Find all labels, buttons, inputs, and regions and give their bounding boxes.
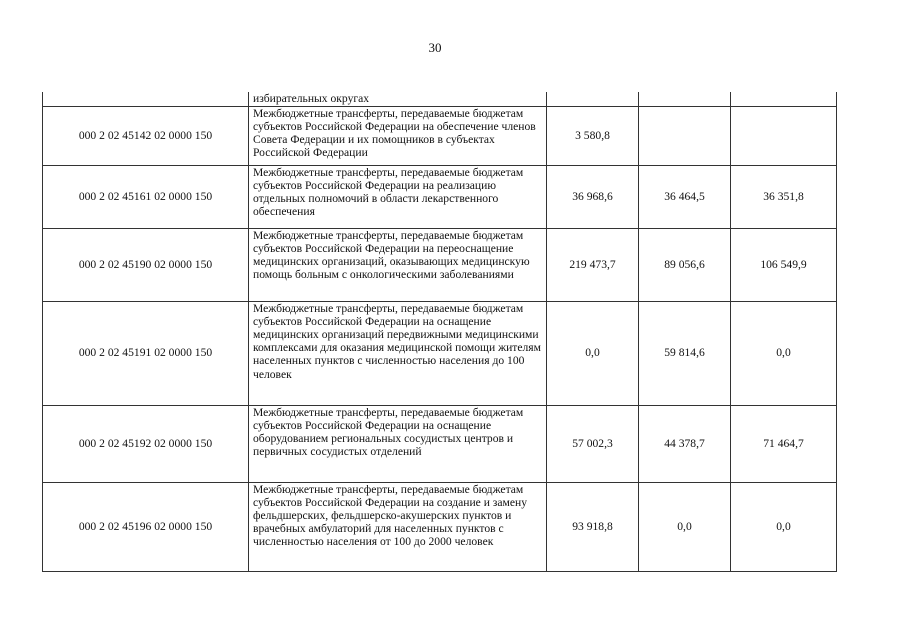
- value-cell: [731, 92, 837, 106]
- code-cell: 000 2 02 45161 02 0000 150: [43, 165, 249, 228]
- value-cell: 93 918,8: [547, 482, 639, 571]
- code-cell: 000 2 02 45190 02 0000 150: [43, 228, 249, 301]
- description-cell: Межбюджетные трансферты, передаваемые бюджетам субъектов Российской Федерации на реализацию отдельных полномочий в области лекарственного обеспечения: [249, 165, 547, 228]
- table-row: [43, 165, 837, 228]
- table-row: [43, 482, 837, 571]
- value-cell: 3 580,8: [547, 106, 639, 165]
- value-cell: 106 549,9: [731, 228, 837, 301]
- description-cell: Межбюджетные трансферты, передаваемые бюджетам субъектов Российской Федерации на оснащение оборудованием региональных сосудистых центров и первичных сосудистых отделений: [249, 405, 547, 482]
- value-cell: 0,0: [639, 482, 731, 571]
- description-cell: Межбюджетные трансферты, передаваемые бюджетам субъектов Российской Федерации на оснащение медицинских организаций передвижными медицинскими комплексами для оказания медицинской помощи жителям населенных пунктов с численностью населения до 100 человек: [249, 301, 547, 405]
- budget-table: [42, 92, 837, 572]
- table-row: [43, 228, 837, 301]
- table-row: [43, 405, 837, 482]
- value-cell: 44 378,7: [639, 405, 731, 482]
- description-cell: Межбюджетные трансферты, передаваемые бюджетам субъектов Российской Федерации на переоснащение медицинских организаций, оказывающих медицинскую помощь больным с онкологическими заболеваниями: [249, 228, 547, 301]
- code-cell: 000 2 02 45142 02 0000 150: [43, 106, 249, 165]
- value-cell: 71 464,7: [731, 405, 837, 482]
- value-cell: 0,0: [731, 482, 837, 571]
- value-cell: [547, 92, 639, 106]
- value-cell: [731, 106, 837, 165]
- code-cell: 000 2 02 45196 02 0000 150: [43, 482, 249, 571]
- table-row: [43, 301, 837, 405]
- value-cell: 59 814,6: [639, 301, 731, 405]
- description-cell: Межбюджетные трансферты, передаваемые бюджетам субъектов Российской Федерации на обеспечение членов Совета Федерации и их помощников в субъектах Российской Федерации: [249, 106, 547, 165]
- description-cell: избирательных округах: [249, 92, 547, 106]
- code-cell: 000 2 02 45191 02 0000 150: [43, 301, 249, 405]
- code-cell: [43, 92, 249, 106]
- value-cell: 0,0: [547, 301, 639, 405]
- value-cell: [639, 92, 731, 106]
- value-cell: 36 351,8: [731, 165, 837, 228]
- value-cell: 89 056,6: [639, 228, 731, 301]
- table-row: [43, 92, 837, 106]
- description-cell: Межбюджетные трансферты, передаваемые бюджетам субъектов Российской Федерации на создание и замену фельдшерских, фельдшерско-акушерских пунктов и врачебных амбулаторий для населенных пунктов с численностью населения от 100 до 2000 человек: [249, 482, 547, 571]
- page-number: 30: [428, 40, 442, 55]
- value-cell: 36 968,6: [547, 165, 639, 228]
- value-cell: 36 464,5: [639, 165, 731, 228]
- table-row: [43, 106, 837, 165]
- value-cell: 57 002,3: [547, 405, 639, 482]
- value-cell: [639, 106, 731, 165]
- code-cell: 000 2 02 45192 02 0000 150: [43, 405, 249, 482]
- value-cell: 0,0: [731, 301, 837, 405]
- value-cell: 219 473,7: [547, 228, 639, 301]
